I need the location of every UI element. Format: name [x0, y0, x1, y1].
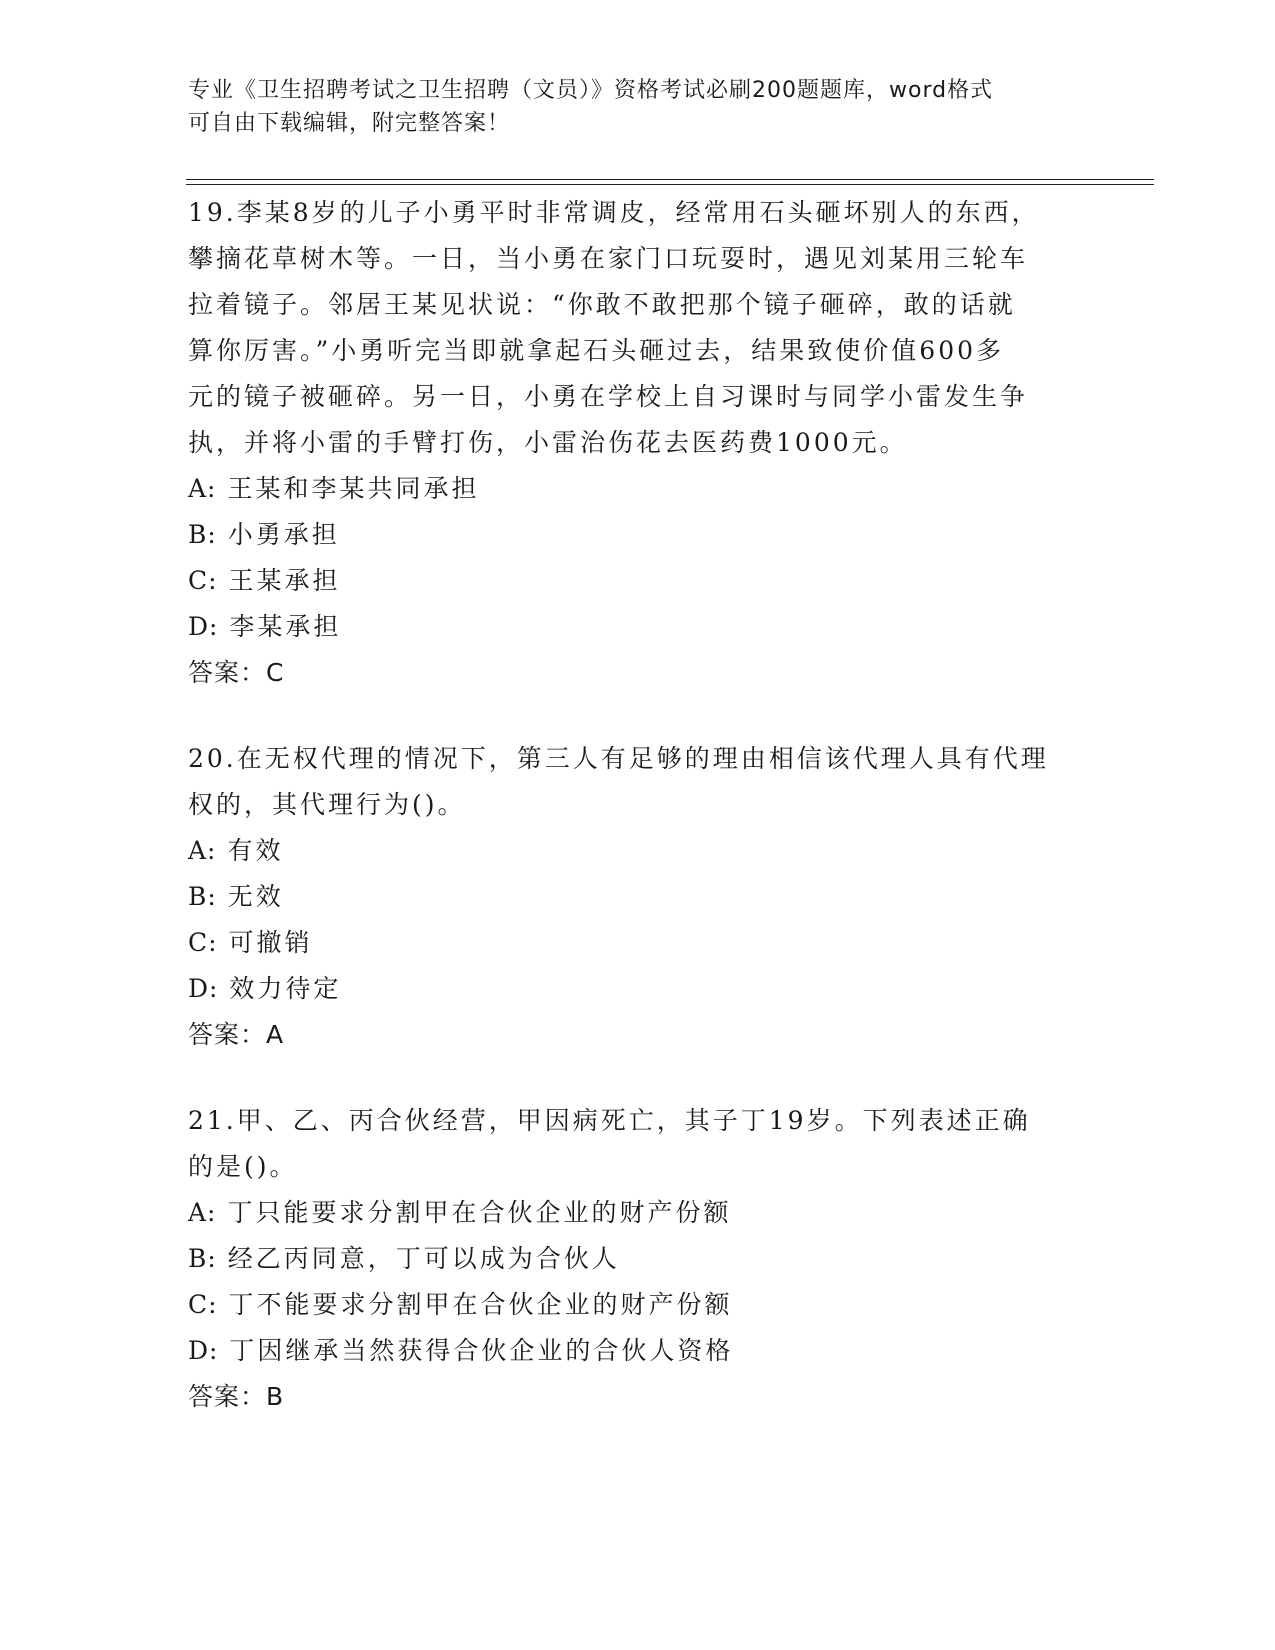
- option-letter: D:: [188, 612, 219, 641]
- option-d: [188, 604, 1088, 650]
- option-letter: D:: [188, 1336, 219, 1365]
- option-text: 丁不能要求分割甲在合伙企业的财产份额: [228, 1290, 733, 1319]
- option-a: [188, 828, 1088, 874]
- option-letter: B:: [188, 520, 217, 549]
- question-stem-line: 权的，其代理行为()。: [188, 790, 466, 819]
- option-text: 经乙丙同意，丁可以成为合伙人: [227, 1244, 620, 1273]
- question-20: [188, 736, 1088, 1058]
- option-b: [188, 512, 1088, 558]
- option-letter: C:: [188, 566, 218, 595]
- option-a: [188, 466, 1088, 512]
- option-letter: D:: [188, 974, 219, 1003]
- question-stem-line: 元的镜子被砸碎。另一日，小勇在学校上自习课时与同学小雷发生争: [188, 382, 1029, 411]
- option-text: 有效: [227, 836, 284, 865]
- header-line-1: 专业《卫生招聘考试之卫生招聘（文员）》资格考试必刷200题题库，word格式: [188, 78, 994, 103]
- answer-label: 答案：B: [188, 1382, 285, 1411]
- question-list: [188, 190, 1088, 1460]
- option-d: [188, 966, 1088, 1012]
- question-21: [188, 1098, 1088, 1420]
- header-line-2: 可自由下载编辑，附完整答案！: [188, 111, 511, 136]
- question-stem-line: 19.李某8岁的儿子小勇平时非常调皮，经常用石头砸坏别人的东西，: [188, 198, 1040, 227]
- option-c: [188, 920, 1088, 966]
- question-stem-line: 执，并将小雷的手臂打伤，小雷治伤花去医药费1000元。: [188, 428, 908, 457]
- option-letter: B:: [188, 882, 217, 911]
- option-text: 可撤销: [228, 928, 313, 957]
- question-19: [188, 190, 1088, 696]
- option-c: [188, 1282, 1088, 1328]
- header-divider-bottom: [186, 184, 1154, 185]
- answer-label: 答案：C: [188, 658, 285, 687]
- option-text: 丁因继承当然获得合伙企业的合伙人资格: [229, 1336, 734, 1365]
- option-letter: C:: [188, 928, 218, 957]
- question-stem-line: 算你厉害。”小勇听完当即就拿起石头砸过去，结果致使价值600多: [188, 336, 1005, 365]
- option-text: 效力待定: [229, 974, 342, 1003]
- option-text: 丁只能要求分割甲在合伙企业的财产份额: [227, 1198, 732, 1227]
- option-text: 李某承担: [229, 612, 342, 641]
- question-stem-line: 攀摘花草树木等。一日，当小勇在家门口玩耍时，遇见刘某用三轮车: [188, 244, 1029, 273]
- option-text: 小勇承担: [227, 520, 340, 549]
- question-stem-line: 21.甲、乙、丙合伙经营，甲因病死亡，其子丁19岁。下列表述正确: [188, 1106, 1031, 1135]
- option-text: 王某和李某共同承担: [227, 474, 480, 503]
- option-b: [188, 874, 1088, 920]
- question-stem-line: 的是()。: [188, 1152, 298, 1181]
- option-letter: A:: [188, 474, 217, 503]
- header-divider-top: [186, 179, 1154, 180]
- option-letter: A:: [188, 1198, 217, 1227]
- option-text: 王某承担: [228, 566, 341, 595]
- question-stem-line: 20.在无权代理的情况下，第三人有足够的理由相信该代理人具有代理: [188, 744, 1049, 773]
- option-b: [188, 1236, 1088, 1282]
- option-d: [188, 1328, 1088, 1374]
- option-c: [188, 558, 1088, 604]
- option-letter: C:: [188, 1290, 218, 1319]
- document-header: [188, 74, 1068, 140]
- option-text: 无效: [227, 882, 284, 911]
- question-stem-line: 拉着镜子。邻居王某见状说：“你敢不敢把那个镜子砸碎，敢的话就: [188, 290, 1016, 319]
- option-letter: A:: [188, 836, 217, 865]
- option-letter: B:: [188, 1244, 217, 1273]
- option-a: [188, 1190, 1088, 1236]
- answer-label: 答案：A: [188, 1020, 285, 1049]
